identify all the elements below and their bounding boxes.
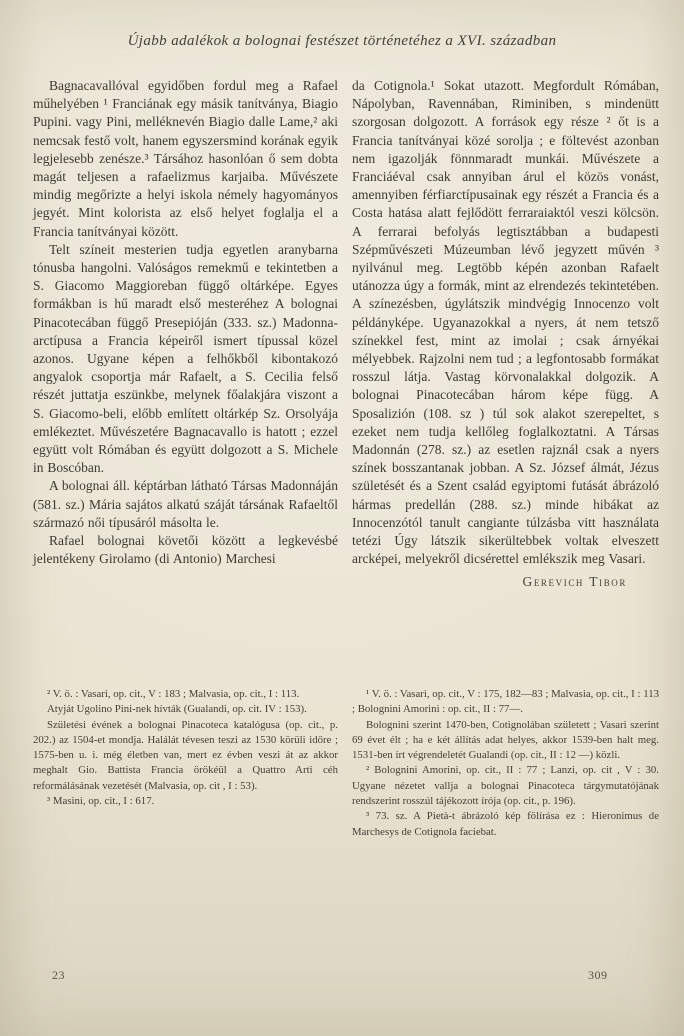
author-signature: Gerevich Tibor bbox=[522, 574, 627, 590]
right-column-footnotes bbox=[352, 687, 659, 840]
left-column-text bbox=[33, 77, 338, 568]
paragraph: Rafael bolognai követői között a legkevésbé jelentékeny Girolamo (di Antonio) Marchesi bbox=[33, 533, 338, 567]
footnote: ¹ V. ö. : Vasari, op. cit., V : 175, 182—83 ; Malvasia, op. cit., I : 113 ; Bolognini Amorini : op. cit., II : 77—. bbox=[352, 688, 659, 716]
paragraph: A bolognai áll. képtárban látható Társas Madonnáján (581. sz.) Mária sajátos alkatú száját társának Rafaeltől származó női típusáról másolta le. bbox=[33, 478, 338, 530]
paragraph: Bagnacavallóval egyidőben fordul meg a Rafael műhelyében ¹ Franciának egy másik tanítványa, Biagio Pupini. vagy Pini, melléknevén Biagio dalle Lame,² aki nemcsak festő volt, hanem egyszersmind korának egyik legjelesebb zenésze.³ Társához hasonlóan ő sem dobta magát teljesen a rafaelizmus karjaiba. Művészete mindig megőrizte a helyi iskola némely hagyományos jegyét. Mint kolorista az első helyet foglalja el a Francia tanítványai között. bbox=[33, 78, 338, 239]
page-number-left: 23 bbox=[52, 968, 65, 982]
paragraph: Telt színeit mesterien tudja egyetlen aranybarna tónusba hangolni. Valóságos remekmű e tekintetben a S. Giacomo Maggioreban függő oltárképe. Egyes formákban is hű maradt első mesteréhez A bolognai Pinacotecában függő Presepióján (333. sz.) Madonna-arctípusa a Francia képeiről ismert típussal közel azonos. Ugyane képen a felhőkből kibontakozó angyalok csoportja már Rafaelt, a S. Cecilia felső részét juttatja eszünkbe, melynek főalakjára viszont a S. Giacomo-beli, előbb említett oltárkép Sz. Orsolyája emlékeztet. Művészetére Bagnacavallo is hatott ; ezzel együtt volt Rómában és együtt dolgozott a S. Michele in Boscóban. bbox=[33, 241, 338, 476]
footnote: ³ Masini, op. cit., I : 617. bbox=[47, 795, 155, 808]
footnote: Bolognini szerint 1470-ben, Cotignolában született ; Vasari szerint 69 évet élt ; ha e két állítás adat helyes, akkor 1539-ben halt meg. 1531-ben írt végrendeletét Gualandi (op. cit., II : 12 —) közli. bbox=[352, 718, 659, 762]
right-column-text bbox=[352, 77, 659, 592]
paragraph: da Cotignola.¹ Sokat utazott. Megfordult Rómában, Nápolyban, Ravennában, Riminiben, s mindenütt szorgosan dolgozott. A források egy része ² őt is a Francia tanítványai közé sorolja ; e föltevést azonban nem igazolják fönnmaradt munkái. Művészete a Franciáéval csak annyiban árul el közös vonást, amennyiben férfiarctípusainak egy részét a Francia és a Costa hatása alatt fejlődött ferraraiaktól veszi kölcsön. A ferrarai befolyás legtisztábban a budapesti Szépművészeti Múzeumban lévő jegyzett művén ³ nyilvánul meg. Legtöbb képén azonban Rafaelt utánozza úgy a formák, mint az elrendezés tekintetében. A színezésben, úgylátszik mindvégig Innocenzo volt példányképe. Ugyanazokkal a nyers, át nem tetsző színekkel fest, mint az imolai ; csak árnyékai mélyebbek. Rajzolni nem tud ; a legfontosabb formákat rosszul látja. Vastag körvonalakkal dolgozik. A bolognai Pinacotecában három képe függ. A Sposalizión (108. sz ) túl sok alakot szerepeltet, s ezeket nem tudja kellőleg foglalkoztatni. A Társas Madonnán (278. sz.) az esetlen rajznál csak a nyers színek bosszantanak jobban. A Sz. József álmát, Jézus születését és a Szent család egyiptomi futását ábrázoló hármas predellán (288. sz.) minde hibákat az Innocenzótól tanult cangiante túlzásba vitt használata tetézi Úgy látszik sikerültebbek voltak elveszett arcképei, melyekről dicsérettel emlékszik meg Vasari. bbox=[352, 78, 659, 567]
article-title: Újabb adalékok a bolognai festészet történetéhez a XVI. században bbox=[127, 33, 557, 49]
footnote: Születési évének a bolognai Pinacoteca katalógusa (op. cit., p. 202.) az 1504-et mondja. Halálát tévesen teszi az 1530 körüli időre ; 1575-ben u. i. még életben van, mert ez évben veszi át az akkor meghalt Gio. Battista Francia örökéül a Quattro Arti céh reformálásának vezetését (Malvasia, op. cit , I : 53). bbox=[33, 718, 338, 792]
footnote: ² Bolognini Amorini, op. cit., II : 77 ; Lanzi, op. cit , V : 30. Ugyane nézetet vallja a bolognai Pinacoteca tárgymutatójának rendszerint rosszúl tájékozott írója (op. cit., p. 196). bbox=[352, 764, 659, 808]
left-column-footnotes bbox=[33, 687, 338, 809]
footnote: ³ 73. sz. A Pietà-t ábrázoló kép fölírása ez : Hieronimus de Marchesys de Cotignola faciebat. bbox=[352, 810, 659, 838]
page-number-right: 309 bbox=[588, 968, 608, 982]
footnote: Atyját Ugolino Pini-nek hívták (Gualandi, op. cit. IV : 153). bbox=[47, 703, 307, 716]
footnote: ² V. ö. : Vasari, op. cit., V : 183 ; Malvasia, op. cit., I : 113. bbox=[47, 688, 300, 700]
